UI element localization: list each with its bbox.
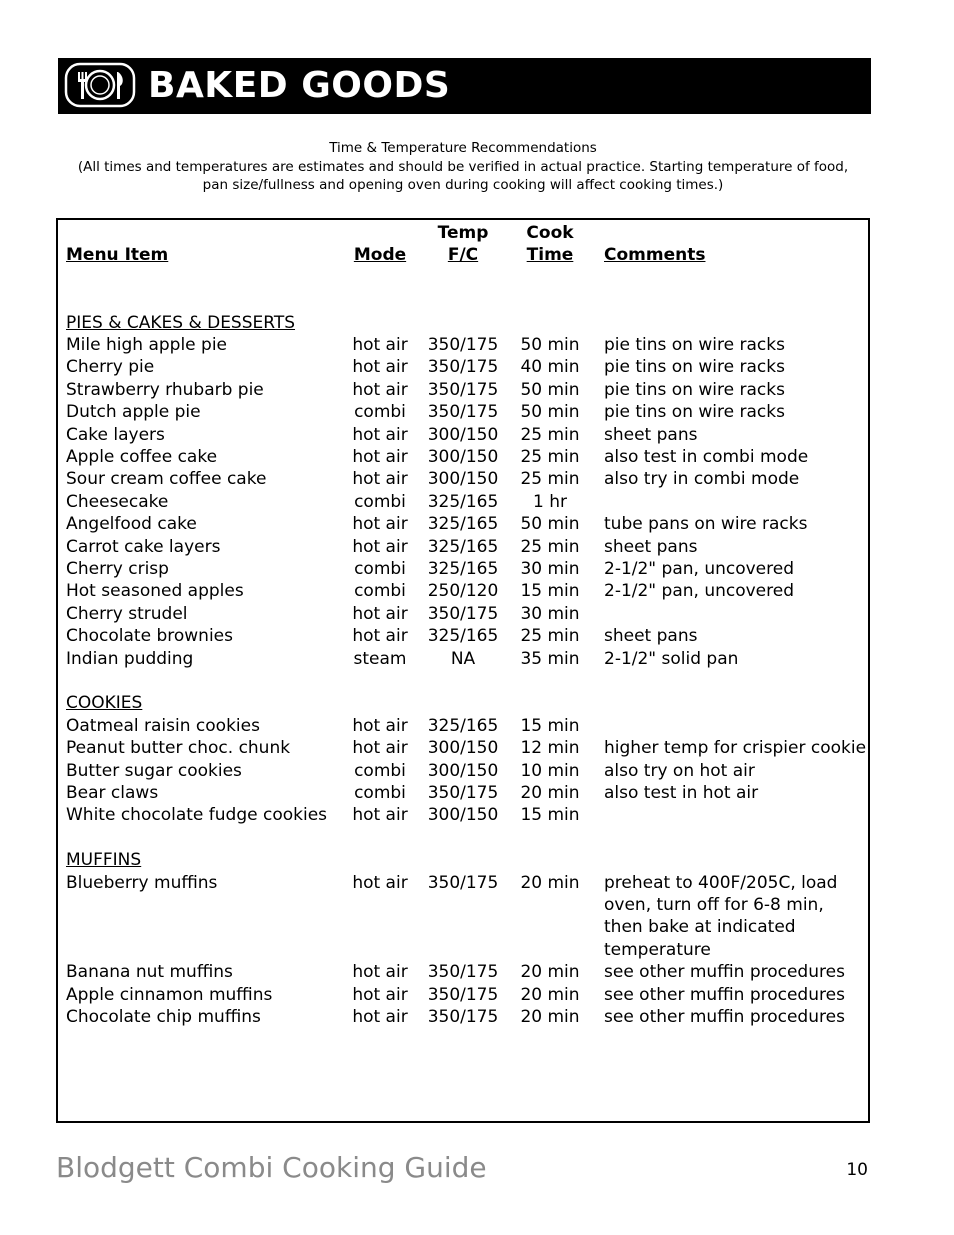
time-cell: 50 min bbox=[520, 379, 580, 400]
table-row bbox=[58, 356, 868, 378]
comments-cell: sheet pans bbox=[604, 424, 698, 445]
menu-item-cell: Cherry crisp bbox=[66, 559, 169, 579]
menu-item-cell: Cheesecake bbox=[66, 491, 169, 512]
mode-cell: hot air bbox=[352, 536, 408, 557]
temp-cell: 350/175 bbox=[427, 984, 499, 1005]
time-cell: 12 min bbox=[520, 738, 580, 759]
comments-cell: sheet pans bbox=[604, 626, 698, 647]
comments-cell: preheat to 400F/205C, load bbox=[604, 872, 838, 893]
comments-cell: pie tins on wire racks bbox=[604, 402, 785, 423]
temp-cell: 350/175 bbox=[427, 872, 499, 893]
comments-cell: temperature bbox=[604, 939, 711, 960]
time-cell: 10 min bbox=[520, 760, 580, 781]
menu-item-cell: Strawberry rhubarb pie bbox=[66, 379, 264, 400]
comments-cell: see other muffin procedures bbox=[604, 962, 845, 983]
mode-cell: hot air bbox=[352, 715, 408, 736]
table-row bbox=[58, 625, 868, 647]
temp-cell: 325/165 bbox=[427, 491, 499, 512]
table-row-continuation bbox=[58, 939, 868, 961]
menu-item-cell: Bear claws bbox=[66, 783, 159, 803]
menu-item-cell: Cherry strudel bbox=[66, 603, 188, 624]
temp-cell: 300/150 bbox=[427, 738, 499, 759]
table-row bbox=[58, 782, 868, 804]
table-row bbox=[58, 401, 868, 423]
temp-cell: NA bbox=[450, 648, 476, 669]
menu-item-cell: White chocolate fudge cookies bbox=[66, 805, 328, 826]
mode-cell: combi bbox=[354, 402, 406, 423]
header-temp: F/C bbox=[447, 245, 479, 266]
menu-item-cell: Apple cinnamon muffins bbox=[66, 984, 273, 1005]
time-cell: 25 min bbox=[520, 536, 580, 557]
header-time: Time bbox=[526, 245, 574, 266]
temp-cell: 350/175 bbox=[427, 603, 499, 624]
menu-item-cell: Hot seasoned apples bbox=[66, 581, 244, 602]
comments-cell: pie tins on wire racks bbox=[604, 357, 785, 378]
temp-cell: 300/150 bbox=[427, 447, 499, 467]
table-header bbox=[58, 244, 868, 266]
section-heading bbox=[58, 849, 868, 871]
menu-item-cell: Chocolate chip muffins bbox=[66, 1007, 261, 1027]
section-heading bbox=[58, 312, 868, 334]
table-row bbox=[58, 536, 868, 558]
temp-cell: 350/175 bbox=[427, 783, 499, 803]
comments-cell: see other muffin procedures bbox=[604, 984, 845, 1005]
temp-cell: 325/165 bbox=[427, 514, 499, 535]
table-row bbox=[58, 513, 868, 535]
section-name: MUFFINS bbox=[66, 850, 142, 871]
time-cell: 20 min bbox=[520, 783, 580, 803]
comments-cell: also test in hot air bbox=[604, 783, 759, 803]
intro-text bbox=[58, 139, 868, 195]
mode-cell: hot air bbox=[352, 626, 408, 647]
temp-cell: 250/120 bbox=[427, 581, 499, 602]
menu-item-cell: Dutch apple pie bbox=[66, 402, 201, 423]
table-row bbox=[58, 961, 868, 983]
mode-cell: hot air bbox=[352, 805, 408, 826]
time-cell: 30 min bbox=[520, 559, 580, 579]
time-cell: 25 min bbox=[520, 626, 580, 647]
menu-item-cell: Blueberry muffins bbox=[66, 872, 218, 893]
footer-title: Blodgett Combi Cooking Guide bbox=[56, 1151, 487, 1184]
menu-item-cell: Apple coffee cake bbox=[66, 447, 218, 467]
time-cell: 1 hr bbox=[533, 491, 567, 512]
time-cell: 50 min bbox=[520, 514, 580, 535]
temp-cell: 300/150 bbox=[427, 469, 499, 490]
intro-note-line-1: (All times and temperatures are estimates and should be verified in actual practice. Starting temperature of food, bbox=[77, 158, 849, 175]
intro-heading: Time & Temperature Recommendations bbox=[329, 140, 597, 156]
time-cell: 50 min bbox=[520, 402, 580, 423]
menu-item-cell: Cake layers bbox=[66, 424, 165, 445]
temp-cell: 350/175 bbox=[427, 962, 499, 983]
comments-cell: sheet pans bbox=[604, 536, 698, 557]
section-name: COOKIES bbox=[66, 693, 143, 714]
header-mode: Mode bbox=[353, 245, 407, 266]
comments-cell: see other muffin procedures bbox=[604, 1007, 845, 1027]
temp-cell: 325/165 bbox=[427, 626, 499, 647]
menu-item-cell: Butter sugar cookies bbox=[66, 760, 242, 781]
table-row bbox=[58, 424, 868, 446]
table-row-continuation bbox=[58, 894, 868, 916]
table-row bbox=[58, 737, 868, 759]
comments-cell: also test in combi mode bbox=[604, 447, 809, 467]
time-cell: 20 min bbox=[520, 984, 580, 1005]
intro-note-line-2: pan size/fullness and opening oven during cooking will affect cooking times.) bbox=[202, 177, 724, 193]
menu-item-cell: Sour cream coffee cake bbox=[66, 469, 267, 490]
table-row bbox=[58, 491, 868, 513]
menu-item-cell: Chocolate brownies bbox=[66, 626, 233, 647]
menu-item-cell: Peanut butter choc. chunk bbox=[66, 738, 291, 759]
time-cell: 15 min bbox=[520, 805, 580, 826]
comments-cell: 2-1/2" pan, uncovered bbox=[604, 559, 795, 579]
table-row bbox=[58, 603, 868, 625]
comments-cell: then bake at indicated bbox=[604, 917, 796, 938]
menu-item-cell: Angelfood cake bbox=[66, 514, 197, 535]
mode-cell: hot air bbox=[352, 447, 408, 467]
time-cell: 25 min bbox=[520, 469, 580, 490]
menu-item-cell: Banana nut muffins bbox=[66, 962, 233, 983]
comments-cell: 2-1/2" pan, uncovered bbox=[604, 581, 795, 602]
table-row bbox=[58, 648, 868, 670]
comments-cell: tube pans on wire racks bbox=[604, 514, 808, 535]
mode-cell: hot air bbox=[352, 335, 408, 355]
time-cell: 20 min bbox=[520, 962, 580, 983]
page-number: 10 bbox=[846, 1160, 868, 1180]
section-name: PIES & CAKES & DESSERTS bbox=[66, 312, 296, 333]
table-row bbox=[58, 984, 868, 1006]
mode-cell: hot air bbox=[352, 469, 408, 490]
menu-item-cell: Carrot cake layers bbox=[66, 536, 221, 557]
table-row bbox=[58, 580, 868, 602]
time-cell: 15 min bbox=[520, 715, 580, 736]
time-cell: 20 min bbox=[520, 1007, 580, 1027]
temp-cell: 350/175 bbox=[427, 357, 499, 378]
plate-fork-knife-icon bbox=[64, 62, 136, 108]
mode-cell: combi bbox=[354, 491, 406, 512]
table-row bbox=[58, 558, 868, 580]
header-cook-top: Cook bbox=[526, 223, 574, 243]
mode-cell: hot air bbox=[352, 962, 408, 983]
time-cell: 30 min bbox=[520, 603, 580, 624]
temp-cell: 325/165 bbox=[427, 715, 499, 736]
comments-cell: also try in combi mode bbox=[604, 469, 800, 490]
table-row bbox=[58, 715, 868, 737]
table-row bbox=[58, 379, 868, 401]
comments-cell: pie tins on wire racks bbox=[604, 335, 785, 355]
mode-cell: hot air bbox=[352, 357, 408, 378]
mode-cell: hot air bbox=[352, 872, 408, 893]
mode-cell: hot air bbox=[352, 514, 408, 535]
mode-cell: combi bbox=[354, 559, 406, 579]
temp-cell: 350/175 bbox=[427, 335, 499, 355]
comments-cell: higher temp for crispier cookie bbox=[604, 738, 867, 759]
mode-cell: hot air bbox=[352, 984, 408, 1005]
mode-cell: combi bbox=[354, 760, 406, 781]
comments-cell: 2-1/2" solid pan bbox=[604, 648, 739, 669]
header-menu-item: Menu Item bbox=[66, 245, 169, 266]
time-cell: 25 min bbox=[520, 424, 580, 445]
table-row bbox=[58, 468, 868, 490]
temp-cell: 350/175 bbox=[427, 1007, 499, 1027]
comments-cell: also try on hot air bbox=[604, 760, 755, 781]
time-cell: 35 min bbox=[520, 648, 580, 669]
section-heading bbox=[58, 692, 868, 714]
temp-cell: 350/175 bbox=[427, 379, 499, 400]
mode-cell: combi bbox=[354, 581, 406, 602]
table-row-continuation bbox=[58, 916, 868, 938]
menu-item-cell: Oatmeal raisin cookies bbox=[66, 715, 260, 736]
mode-cell: steam bbox=[353, 648, 407, 669]
table-row bbox=[58, 446, 868, 468]
temp-cell: 300/150 bbox=[427, 805, 499, 826]
time-cell: 40 min bbox=[520, 357, 580, 378]
recipe-table bbox=[56, 218, 870, 1123]
mode-cell: hot air bbox=[352, 379, 408, 400]
header-comments: Comments bbox=[604, 245, 706, 266]
table-row bbox=[58, 334, 868, 356]
header-temp-top: Temp bbox=[437, 223, 489, 243]
time-cell: 50 min bbox=[520, 335, 580, 355]
page-title: BAKED GOODS bbox=[148, 65, 451, 106]
time-cell: 20 min bbox=[520, 872, 580, 893]
comments-cell: pie tins on wire racks bbox=[604, 379, 785, 400]
mode-cell: hot air bbox=[352, 424, 408, 445]
comments-cell: oven, turn off for 6-8 min, bbox=[604, 895, 824, 915]
temp-cell: 300/150 bbox=[427, 760, 499, 781]
temp-cell: 350/175 bbox=[427, 402, 499, 423]
menu-item-cell: Indian pudding bbox=[66, 648, 194, 669]
section-banner bbox=[58, 58, 871, 114]
table-row bbox=[58, 1006, 868, 1028]
mode-cell: combi bbox=[354, 783, 406, 803]
mode-cell: hot air bbox=[352, 738, 408, 759]
table-row bbox=[58, 804, 868, 826]
temp-cell: 325/165 bbox=[427, 559, 499, 579]
menu-item-cell: Cherry pie bbox=[66, 357, 155, 378]
time-cell: 15 min bbox=[520, 581, 580, 602]
temp-cell: 325/165 bbox=[427, 536, 499, 557]
mode-cell: hot air bbox=[352, 603, 408, 624]
table-header-top bbox=[58, 222, 868, 244]
menu-item-cell: Mile high apple pie bbox=[66, 335, 228, 355]
table-row bbox=[58, 872, 868, 894]
time-cell: 25 min bbox=[520, 447, 580, 467]
temp-cell: 300/150 bbox=[427, 424, 499, 445]
mode-cell: hot air bbox=[352, 1007, 408, 1027]
table-row bbox=[58, 760, 868, 782]
